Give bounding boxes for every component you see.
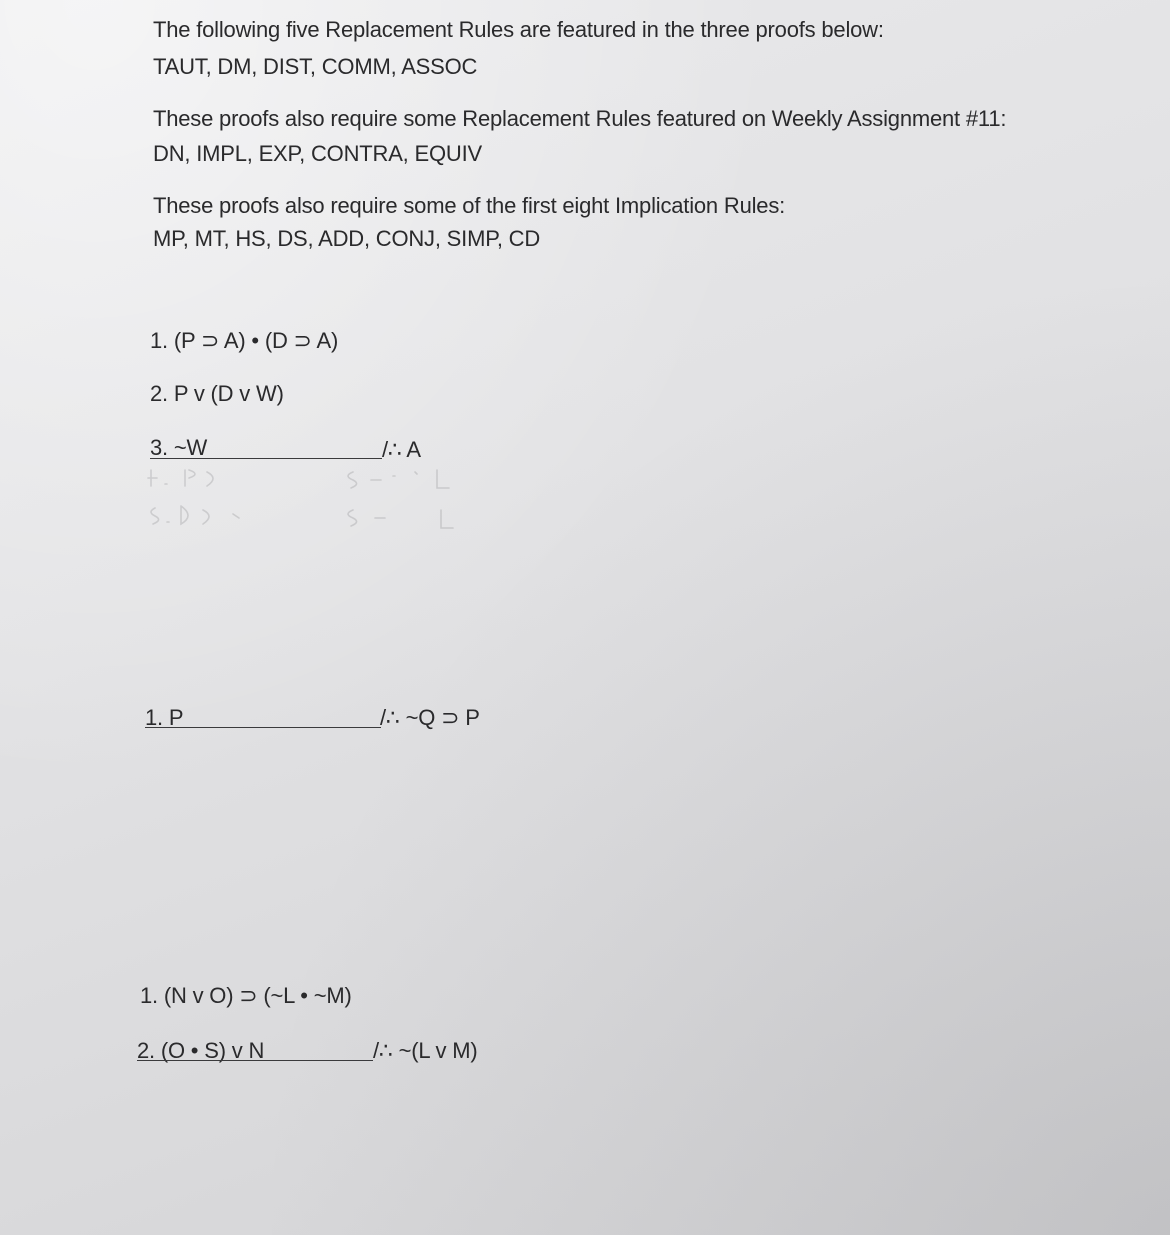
proof3-conclusion: /∴ ~(L v M) — [373, 1038, 478, 1063]
weekly-rules-list: DN, IMPL, EXP, CONTRA, EQUIV — [153, 141, 482, 166]
proof1-premise-1: 1. (P ⊃ A) • (D ⊃ A) — [150, 328, 339, 353]
implication-rules-list: MP, MT, HS, DS, ADD, CONJ, SIMP, CD — [153, 226, 541, 251]
proof2-premise-1: 1. P — [145, 705, 184, 730]
replacement-rules-heading: The following five Replacement Rules are featured in the three proofs below: — [153, 17, 884, 42]
proof1-conclusion-rule — [150, 458, 382, 459]
proof2-conclusion-rule — [145, 727, 381, 728]
proof3-premise-1: 1. (N v O) ⊃ (~L • ~M) — [140, 983, 352, 1008]
proof1-premise-2: 2. P v (D v W) — [150, 381, 284, 406]
implication-rules-heading: These proofs also require some of the first eight Implication Rules: — [153, 193, 786, 218]
weekly-rules-heading: These proofs also require some Replacement Rules featured on Weekly Assignment #11: — [153, 106, 1007, 131]
replacement-rules-list: TAUT, DM, DIST, COMM, ASSOC — [153, 54, 478, 79]
proof1-premise-3: 3. ~W — [150, 435, 208, 460]
proof1-conclusion: /∴ A — [382, 437, 421, 462]
erased-pencil-marks — [145, 466, 465, 536]
proof2-conclusion: /∴ ~Q ⊃ P — [380, 705, 480, 730]
proof3-conclusion-rule — [137, 1060, 373, 1061]
proof3-premise-2: 2. (O • S) v N — [137, 1038, 265, 1063]
